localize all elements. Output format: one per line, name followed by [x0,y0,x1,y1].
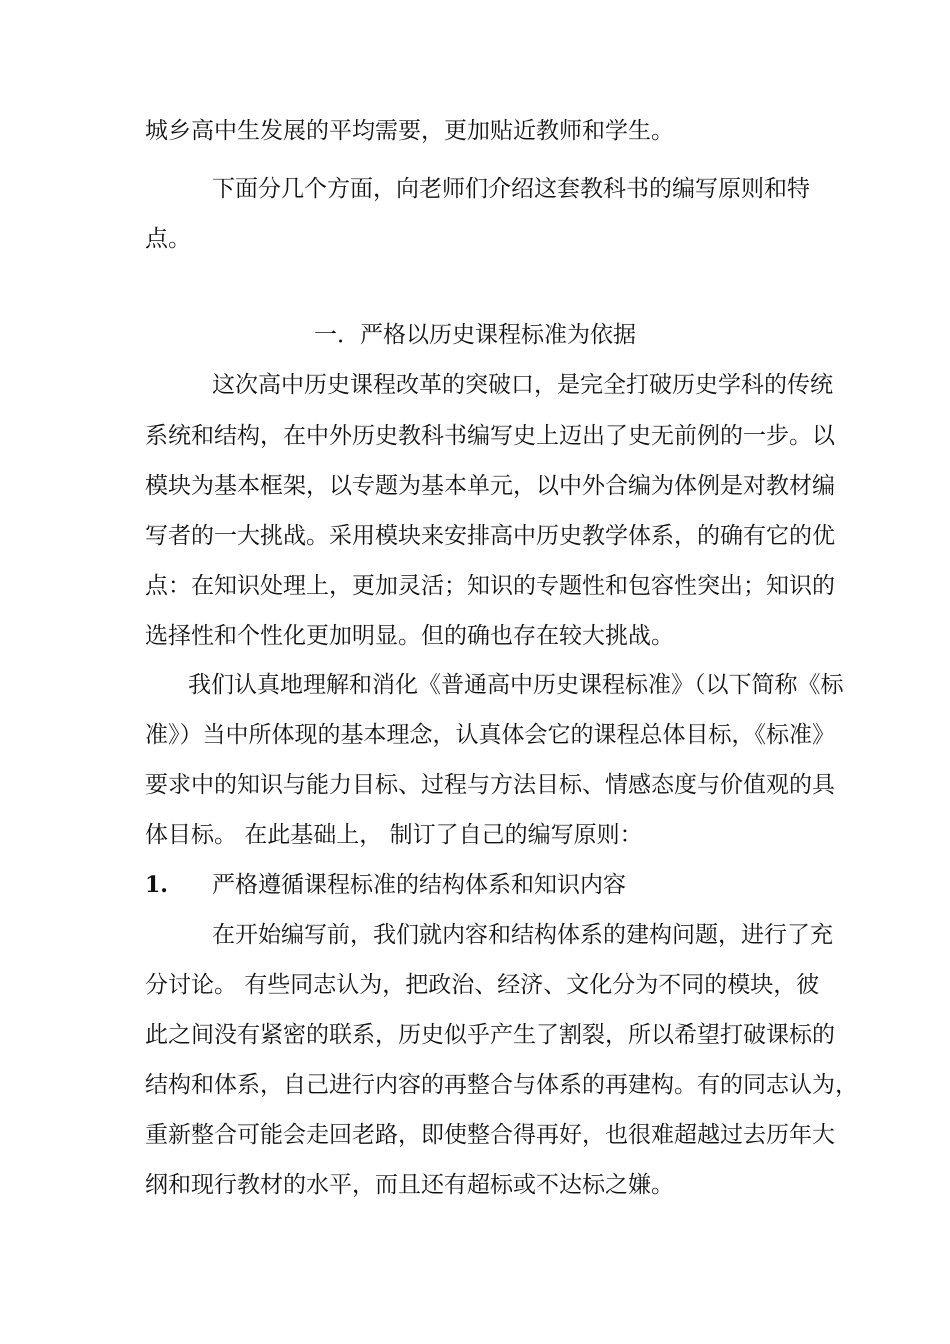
paragraph-line: 要求中的知识与能力目标、过程与方法目标、情感态度与价值观的具 [145,772,835,798]
paragraph-line: 纲和现行教材的水平，而且还有超标或不达标之嫌。 [145,1172,674,1198]
list-item-title: 严格遵循课程标准的结构体系和知识内容 [212,872,626,898]
paragraph-line: 准》）当中所体现的基本理念，认真体会它的课程总体目标，《标准》 [145,722,835,748]
list-item-number: 1. [145,872,168,898]
paragraph-line: 重新整合可能会走回老路，即使整合得再好，也很难超越过去历年大 [145,1122,835,1148]
paragraph-line: 我们认真地理解和消化《普通高中历史课程标准》（以下简称《标 [188,672,844,698]
paragraph-line: 模块为基本框架，以专题为基本单元，以中外合编为体例是对教材编 [145,473,835,499]
paragraph-line: 写者的一大挑战。采用模块来安排高中历史教学体系，的确有它的优 [145,523,835,549]
paragraph-line: 分讨论。 有些同志认为，把政治、经济、文化分为不同的模块，彼 [145,972,820,998]
paragraph-line: 下面分几个方面，向老师们介绍这套教科书的编写原则和特 [212,176,810,202]
paragraph-line: 点：在知识处理上，更加灵活；知识的专题性和包容性突出；知识的 [145,573,835,599]
section-heading: 一．严格以历史课程标准为依据 [314,322,636,348]
paragraph-line: 在开始编写前，我们就内容和结构体系的建构问题，进行了充 [212,922,833,948]
paragraph-line: 点。 [145,226,191,252]
paragraph-line: 此之间没有紧密的联系，历史似乎产生了割裂，所以希望打破课标的 [145,1022,835,1048]
paragraph-line: 选择性和个性化更加明显。但的确也存在较大挑战。 [145,623,674,649]
paragraph-line: 系统和结构，在中外历史教科书编写史上迈出了史无前例的一步。以 [145,423,835,449]
paragraph-line: 这次高中历史课程改革的突破口，是完全打破历史学科的传统 [212,372,833,398]
paragraph-line: 结构和体系，自己进行内容的再整合与体系的再建构。有的同志认为， [145,1072,858,1098]
paragraph-line: 城乡高中生发展的平均需要，更加贴近教师和学生。 [145,118,674,144]
paragraph-line: 体目标。 在此基础上， 制订了自己的编写原则： [145,822,643,848]
